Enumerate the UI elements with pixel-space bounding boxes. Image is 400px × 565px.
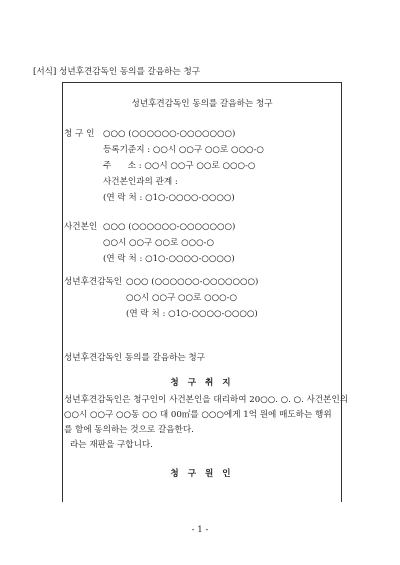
purpose-heading: 청 구 취 지	[170, 378, 234, 388]
subject-line: 성년후견감독인 동의를 갈음하는 청구	[64, 353, 206, 363]
principal-name: ○○○ (○○○○○○-○○○○○○○)	[103, 222, 236, 232]
claimant-name: ○○○ (○○○○○○-○○○○○○○)	[103, 129, 236, 139]
supervisor-address: ○○시 ○○구 ○○로 ○○○-○	[126, 293, 237, 303]
principal-label: 사건본인	[64, 222, 98, 232]
document-title: 성년후견감독인 동의를 갈음하는 청구	[131, 99, 273, 109]
claimant-registered-address: 등록기준지 : ○○시 ○○구 ○○로 ○○○-○	[103, 145, 264, 155]
purpose-line-3: 를 함에 동의하는 것으로 갈음한다.	[64, 425, 194, 435]
claimant-label: 청 구 인	[64, 129, 95, 139]
principal-address: ○○시 ○○구 ○○로 ○○○-○	[103, 238, 214, 248]
supervisor-label: 성년후견감독인	[64, 277, 123, 287]
claimant-contact: (연 락 처 : ○1○-○○○○-○○○○)	[103, 193, 235, 203]
cause-heading: 청 구 원 인	[170, 469, 234, 479]
form-label: [서식] 성년후견감독인 동의를 갈음하는 청구	[33, 67, 201, 77]
principal-contact: (연 락 처 : ○1○-○○○○-○○○○)	[103, 254, 235, 264]
purpose-line-1: 성년후견감독인은 청구인이 사건본인을 대리하여 20○○. ○. ○. 사건본인의	[64, 395, 349, 405]
purpose-line-4: 라는 재판을 구합니다.	[70, 440, 153, 450]
supervisor-name: ○○○ (○○○○○○-○○○○○○○)	[126, 277, 259, 287]
claimant-address: 주 소 : ○○시 ○○구 ○○로 ○○○-○	[103, 161, 256, 171]
supervisor-contact: (연 락 처 : ○1○-○○○○-○○○○)	[126, 309, 258, 319]
claimant-relation: 사건본인과의 관계 :	[103, 177, 178, 187]
page-number: - 1 -	[191, 525, 209, 535]
purpose-line-2: ○○시 ○○구 ○○동 ○○ 대 00㎡를 ○○○에게 1억 원에 매도하는 행위	[64, 410, 332, 420]
